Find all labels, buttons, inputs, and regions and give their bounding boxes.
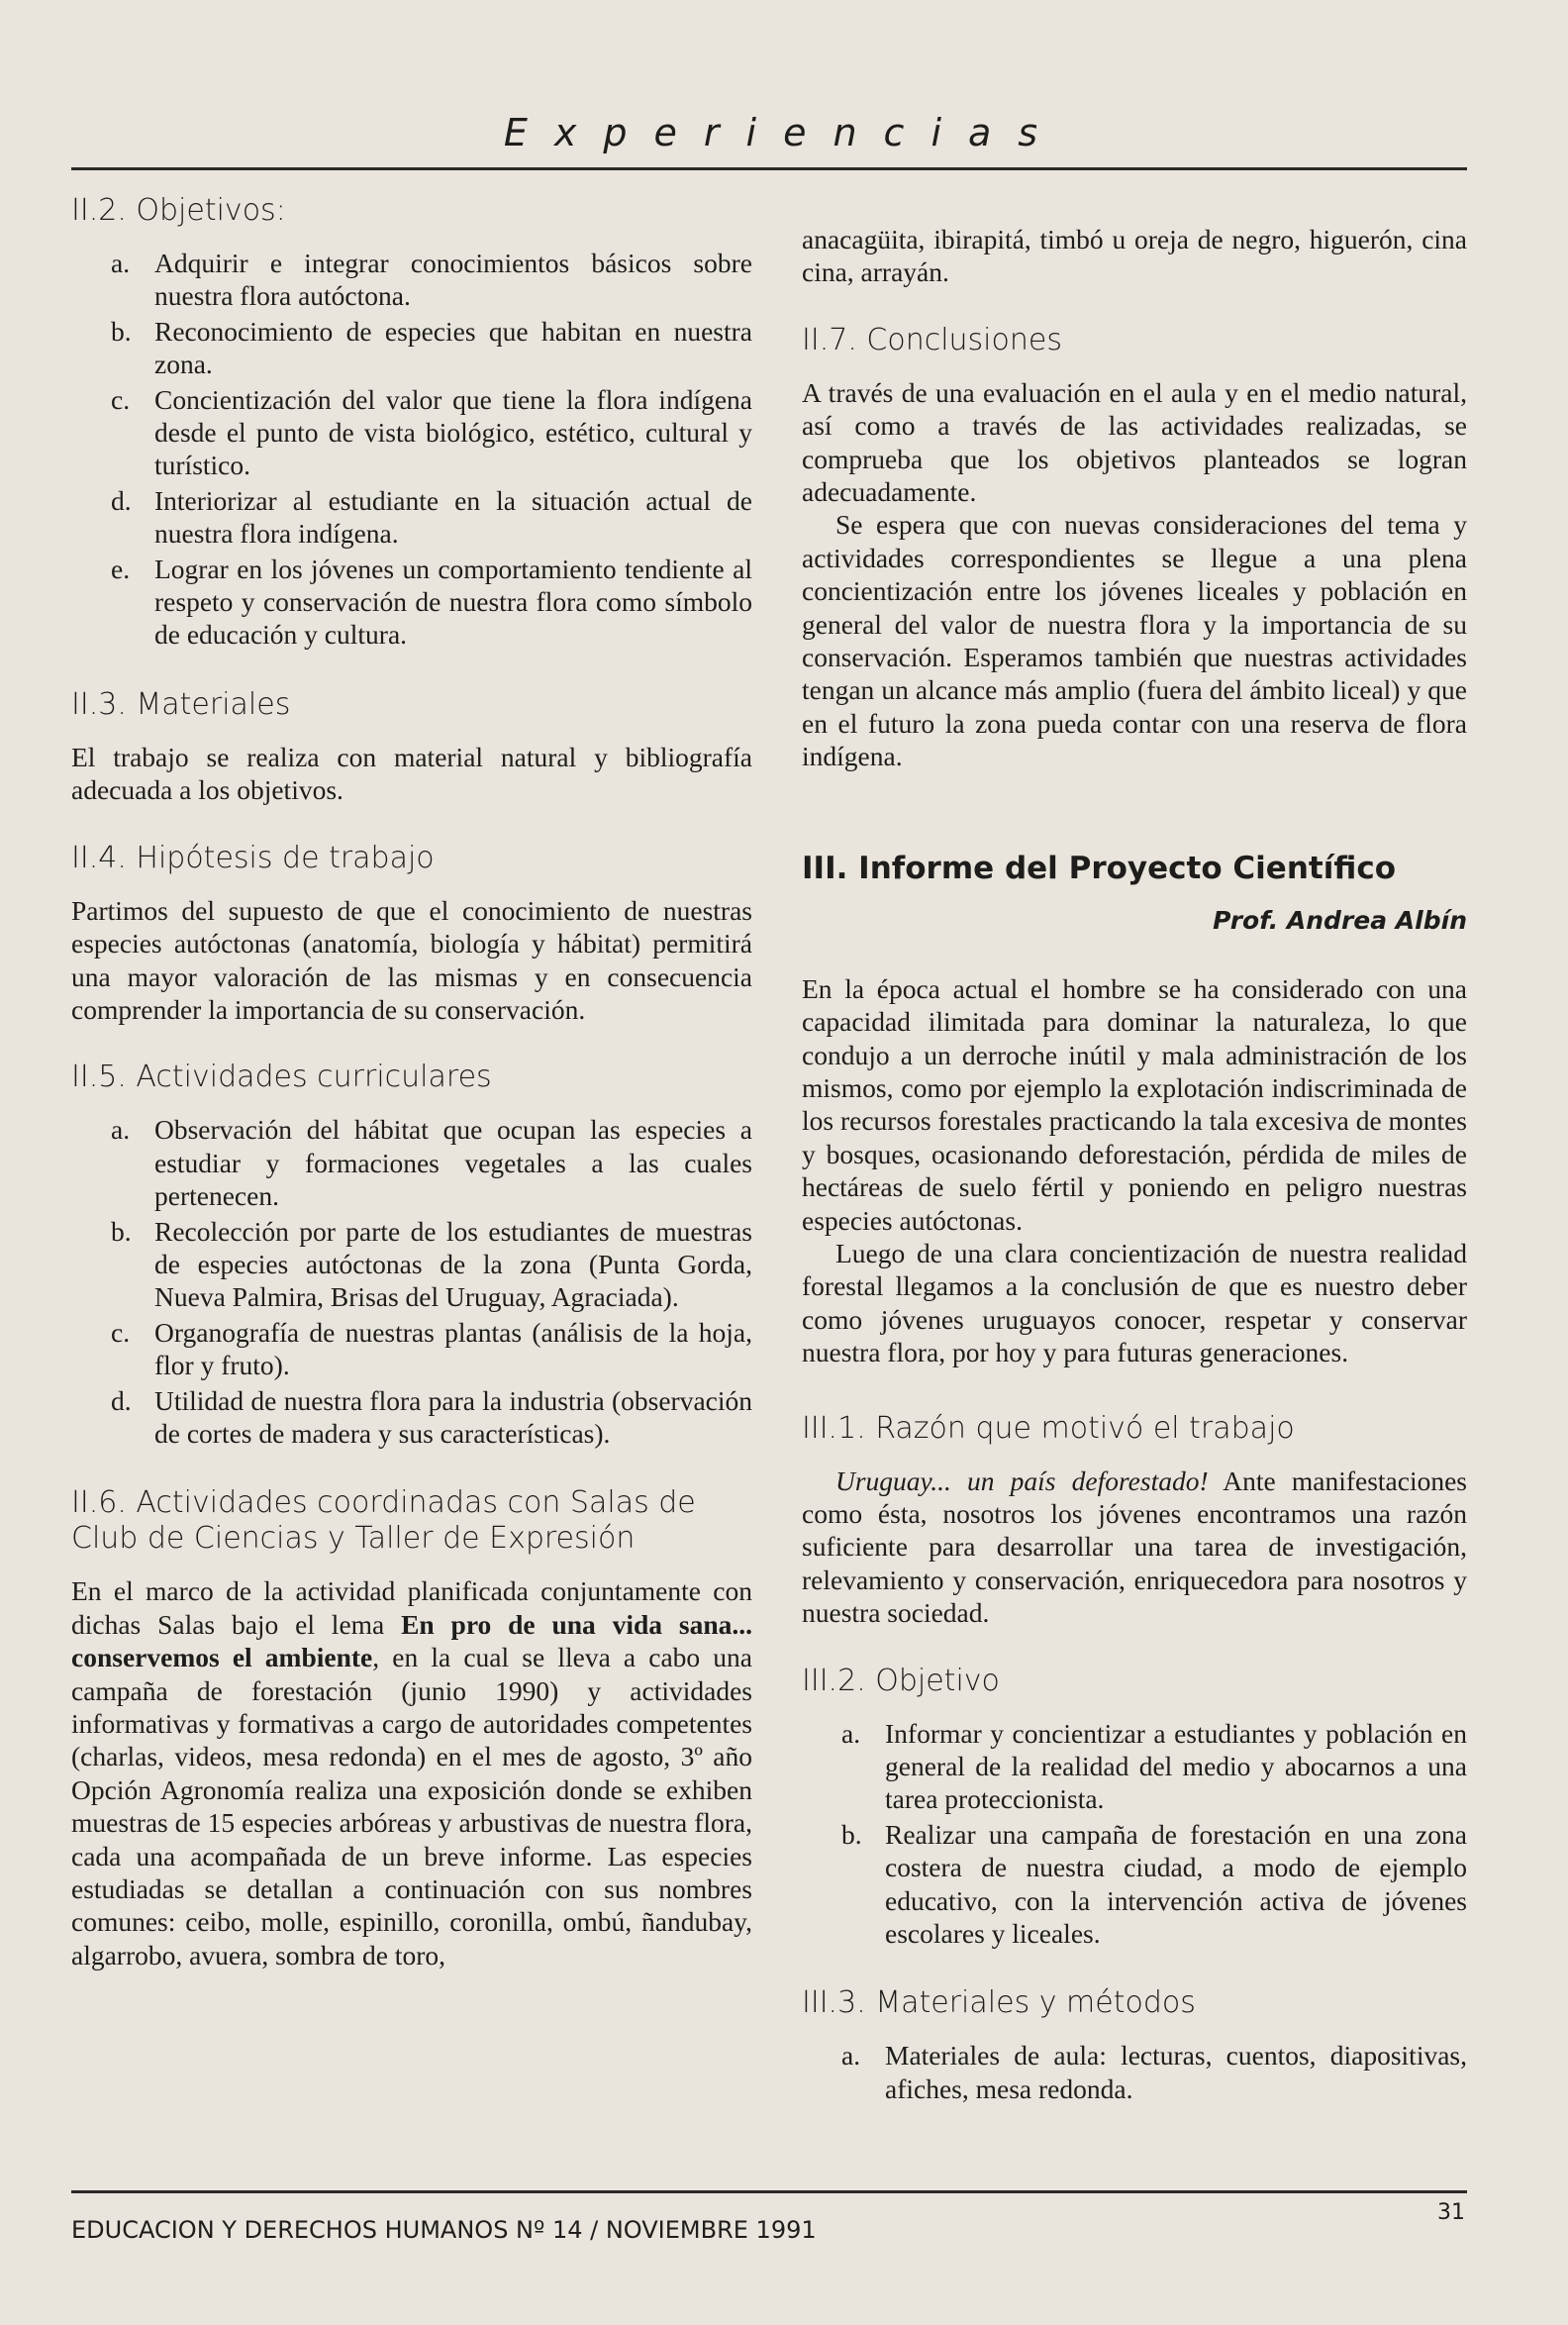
list-item: [71, 484, 752, 551]
list-marker: d.: [111, 1384, 132, 1416]
running-title: Experiencias: [503, 111, 1065, 154]
heading-hypothesis: II.4. Hipótesis de trabajo: [71, 840, 435, 875]
list-marker: a.: [841, 1717, 861, 1749]
coord-text-1: En el marco de la actividad planificada conjuntamente con dichas Salas bajo el lema: [71, 1575, 752, 1640]
list-marker: e.: [111, 553, 131, 584]
materials-paragraph: El trabajo se realiza con material natural y bibliografía adecuada a los objetivos.: [71, 741, 752, 806]
right-column: [802, 223, 1467, 2141]
reason-lead: Uruguay... un país deforestado!: [835, 1465, 1209, 1496]
coordinated-paragraph: [71, 1574, 752, 1971]
heading-coordinated: II.6. Actividades coordinadas con Salas de Club de Ciencias y Taller de Expresión: [71, 1485, 696, 1557]
conclusions-paragraph-1: A través de una evaluación en el aula y en el medio natural, así como a través de las actividades realizadas, se comprueba que los objetivos planteados se logran adecuadamente.: [802, 376, 1467, 508]
list-item-text: Informar y concientizar a estudiantes y población en general de la realidad del medio y abocarnos a una tarea proteccionista.: [885, 1717, 1467, 1815]
list-item-text: Realizar una campaña de forestación en una zona costera de nuestra ciudad, a modo de ejemplo educativo, con la intervención activa de jóvenes escolares y liceales.: [885, 1818, 1467, 1950]
top-rule: [71, 167, 1467, 170]
list-item: [802, 2039, 1467, 2105]
heading-materials: II.3. Materiales: [71, 686, 291, 722]
reason-text: Ante manifestaciones como ésta, nosotros los jóvenes encontramos una razón suficiente para desarrollar una tarea de investigación, relevamiento y conservación, enriquecedora para nosotros y nuestra sociedad.: [802, 1465, 1467, 1629]
list-item: [71, 1113, 752, 1212]
list-marker: b.: [111, 315, 132, 347]
list-marker: d.: [111, 484, 132, 516]
list-marker: b.: [841, 1818, 862, 1850]
list-marker: c.: [111, 1316, 131, 1348]
list-item-text: Recolección por parte de los estudiantes de muestras de especies autóctonas de la zona (Punta Gorda, Nueva Palmira, Brisas del Uruguay, Agraciada).: [154, 1215, 752, 1313]
activities-list: [71, 1113, 752, 1450]
list-marker: a.: [841, 2040, 861, 2072]
list-item-text: Concientización del valor que tiene la flora indígena desde el punto de vista biológico, estético, cultural y turístico.: [154, 383, 752, 481]
species-continuation: anacagüita, ibirapitá, timbó u oreja de negro, higuerón, cina cina, arrayán.: [802, 224, 1467, 288]
list-marker: b.: [111, 1215, 132, 1247]
intro-paragraph-2: Luego de una clara concientización de nuestra realidad forestal llegamos a la conclusión de que es nuestro deber como jóvenes uruguayos conocer, respetar y conservar nuestra flora, por hoy y para futuras generaciones.: [802, 1237, 1467, 1368]
section-title: III. Informe del Proyecto Científico: [802, 850, 1396, 886]
list-item-text: Observación del hábitat que ocupan las especies a estudiar y formaciones vegetales a las cuales pertenecen.: [154, 1114, 752, 1212]
heading-conclusions: II.7. Conclusiones: [802, 322, 1062, 357]
methods-list: [802, 2039, 1467, 2105]
list-marker: a.: [111, 248, 131, 278]
heading-objectives: II.2. Objetivos:: [71, 193, 286, 228]
publication-footer: EDUCACION Y DERECHOS HUMANOS Nº 14 / NOVIEMBRE 1991: [71, 2216, 817, 2244]
objective-list: [802, 1717, 1467, 1951]
page-number: 31: [1437, 2200, 1465, 2225]
list-item-text: Reconocimiento de especies que habitan en nuestra zona.: [154, 315, 752, 380]
coord-text-2: , en la cual se lleva a cabo una campaña de forestación (junio 1990) y actividades informativas y formativas a cargo de autoridades competentes (charlas, videos, mesa redonda) en el mes de agosto, 3º año Opción Agronomía realiza una exposición donde se exhiben muestras de 15 especies arbóreas y arbustivas de nuestra flora, cada una acompañada de un breve informe. Las especies estudiadas se detallan a continuación con sus nombres comunes: ceibo, molle, espinillo, coronilla, ombú, ñandubay, algarrobo, avuera, sombra de toro,: [71, 1642, 753, 1971]
hypothesis-paragraph: Partimos del supuesto de que el conocimiento de nuestras especies autóctonas (anatomía, biología y hábitat) permitirá una mayor valoración de las mismas y en consecuencia comprender la importancia de su conservación.: [71, 894, 752, 1025]
list-item: [71, 1316, 752, 1382]
heading-methods: III.3. Materiales y métodos: [802, 1985, 1196, 2021]
list-item: [802, 1818, 1467, 1951]
coord-motto: En pro de una vida sana... conservemos el ambiente: [71, 1608, 752, 1673]
left-column: [71, 193, 752, 1971]
list-item: [71, 1215, 752, 1314]
list-item-text: Organografía de nuestras plantas (análisis de la hoja, flor y fruto).: [154, 1316, 752, 1381]
list-item-text: Adquirir e integrar conocimientos básicos sobre nuestra flora autóctona.: [154, 248, 752, 312]
list-item: [71, 553, 752, 652]
objectives-list: [71, 247, 752, 652]
list-marker: a.: [111, 1114, 131, 1146]
list-item-text: Materiales de aula: lecturas, cuentos, diapositivas, afiches, mesa redonda.: [885, 2040, 1467, 2104]
list-item: [802, 1717, 1467, 1816]
bottom-rule: [71, 2190, 1467, 2193]
list-marker: c.: [111, 383, 131, 415]
list-item: [71, 315, 752, 381]
heading-reason: III.1. Razón que motivó el trabajo: [802, 1410, 1295, 1446]
conclusions-paragraph-2: Se espera que con nuevas consideraciones del tema y actividades correspondientes se llegue a una plena concientización entre los jóvenes liceales y población en general del valor de nuestra flora y la importancia de su conservación. Esperamos también que nuestras actividades tengan un alcance más amplio (fuera del ámbito liceal) y que en el futuro la zona pueda contar con una reserva de flora indígena.: [802, 509, 1467, 772]
heading-objective: III.2. Objetivo: [802, 1663, 1000, 1698]
reason-paragraph: [802, 1465, 1467, 1630]
intro-paragraph-1: En la época actual el hombre se ha considerado con una capacidad ilimitada para dominar la naturaleza, lo que condujo a un derroche inútil y mala administración de los mismos, como por ejemplo la explotación indiscriminada de los recursos forestales practicando la tala excesiva de montes y bosques, ocasionando deforestación, pérdida de miles de hectáreas de suelo fértil y poniendo en peligro nuestras especies autóctonas.: [802, 972, 1467, 1236]
list-item-text: Lograr en los jóvenes un comportamiento tendiente al respeto y conservación de nuestra flora como símbolo de educación y cultura.: [154, 553, 752, 651]
list-item: [71, 1384, 752, 1451]
list-item-text: Interiorizar al estudiante en la situación actual de nuestra flora indígena.: [154, 484, 752, 550]
list-item-text: Utilidad de nuestra flora para la industria (observación de cortes de madera y sus características).: [154, 1384, 752, 1449]
list-item: [71, 247, 752, 313]
list-item: [71, 383, 752, 482]
heading-activities: II.5. Actividades curriculares: [71, 1060, 492, 1095]
author-byline: Prof. Andrea Albín: [1213, 905, 1467, 935]
